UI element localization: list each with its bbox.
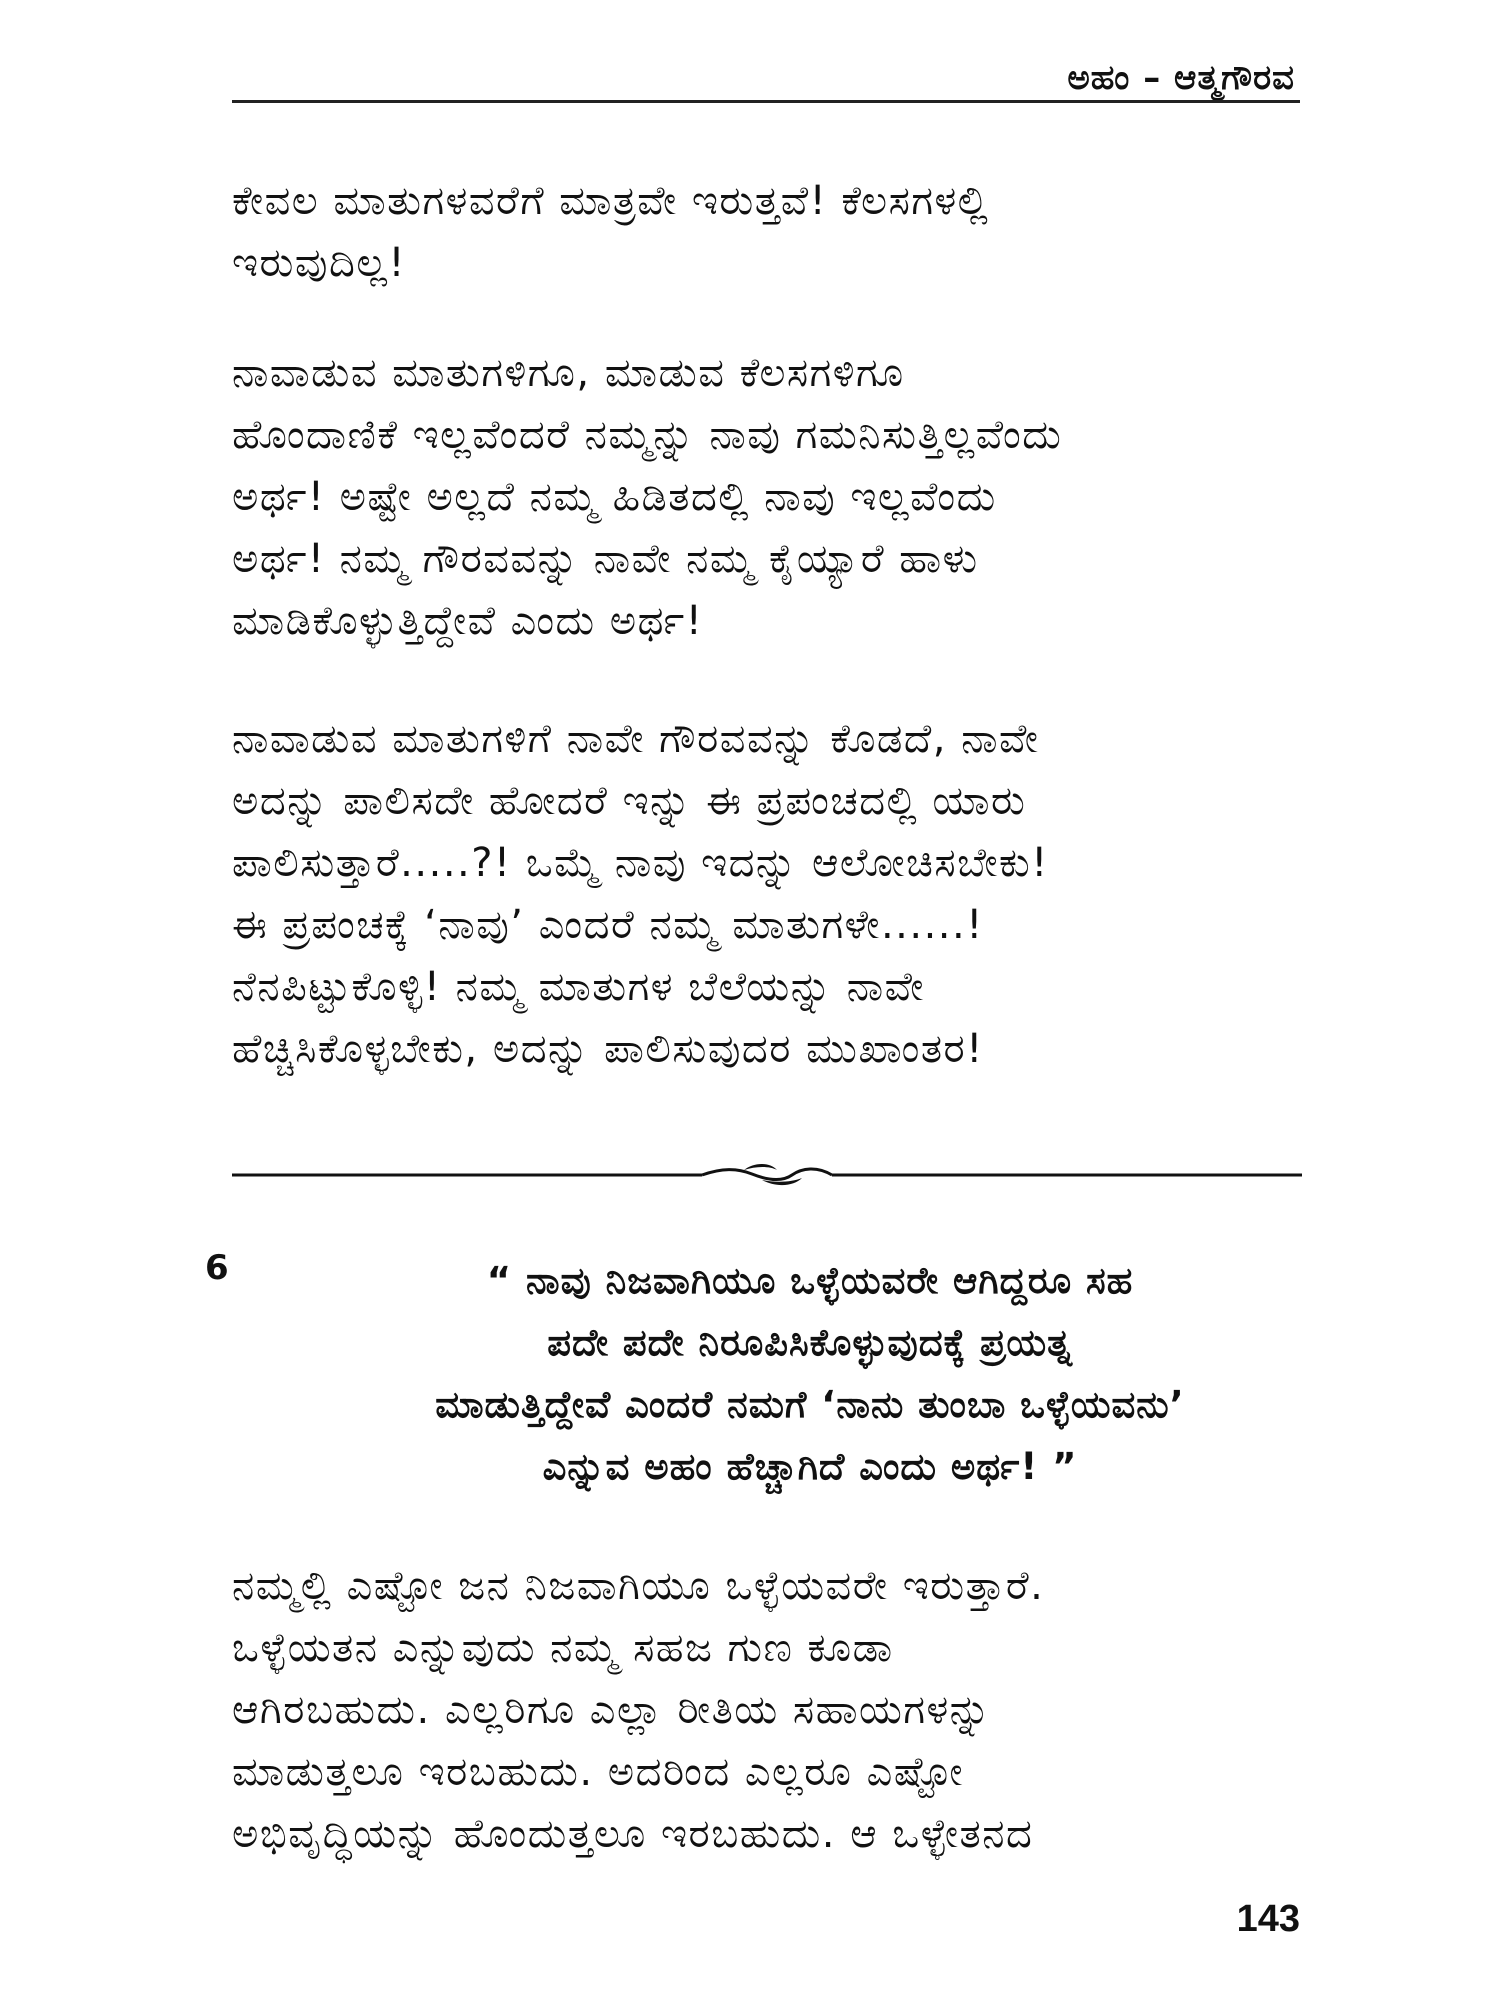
text-line: ಹೆಚ್ಚಿಸಿಕೊಳ್ಳಬೇಕು, ಅದನ್ನು ಪಾಲಿಸುವುದರ ಮುಖಾಂತರ!: [232, 1026, 984, 1072]
text-line: ನಾವಾಡುವ ಮಾತುಗಳಿಗೆ ನಾವೇ ಗೌರವವನ್ನು ಕೊಡದೆ, ನಾವೇ: [232, 716, 1040, 762]
page-number: 143: [1236, 1898, 1300, 1940]
text-line: ಪಾಲಿಸುತ್ತಾರೆ.....?! ಒಮ್ಮೆ ನಾವು ಇದನ್ನು ಆಲೋಚಿಸಬೇಕು!: [232, 840, 1049, 886]
text-line: ಅರ್ಥ! ಅಷ್ಟೇ ಅಲ್ಲದೆ ನಮ್ಮ ಹಿಡಿತದಲ್ಲಿ ನಾವು ಇಲ್ಲವೆಂದು: [232, 474, 997, 520]
pull-quote: [280, 1250, 1340, 1498]
paragraph-1: [232, 170, 1312, 294]
text-line: ಮಾಡಿಕೊಳ್ಳುತ್ತಿದ್ದೇವೆ ಎಂದು ಅರ್ಥ!: [232, 598, 704, 644]
text-line: ಇರುವುದಿಲ್ಲ!: [232, 240, 407, 286]
text-line: ಅಭಿವೃದ್ಧಿಯನ್ನು ಹೊಂದುತ್ತಲೂ ಇರಬಹುದು. ಆ ಒಳ್ಳೇತನದ: [232, 1811, 1034, 1857]
quote-line: ಎನ್ನುವ ಅಹಂ ಹೆಚ್ಚಾಗಿದೆ ಎಂದು ಅರ್ಥ! ”: [542, 1445, 1078, 1488]
text-line: ಈ ಪ್ರಪಂಚಕ್ಕೆ ‘ನಾವು’ ಎಂದರೆ ನಮ್ಮ ಮಾತುಗಳೇ......!: [232, 902, 984, 948]
text-line: ಒಳ್ಳೆಯತನ ಎನ್ನುವುದು ನಮ್ಮ ಸಹಜ ಗುಣ ಕೂಡಾ: [232, 1625, 894, 1671]
text-line: ಅದನ್ನು ಪಾಲಿಸದೇ ಹೋದರೆ ಇನ್ನು ಈ ಪ್ರಪಂಚದಲ್ಲಿ ಯಾರು: [232, 778, 1027, 824]
quote-number: 6: [205, 1248, 229, 1288]
text-line: ಅರ್ಥ! ನಮ್ಮ ಗೌರವವನ್ನು ನಾವೇ ನಮ್ಮ ಕೈಯ್ಯಾರೆ ಹಾಳು: [232, 536, 979, 582]
text-line: ಮಾಡುತ್ತಲೂ ಇರಬಹುದು. ಅದರಿಂದ ಎಲ್ಲರೂ ಎಷ್ಟೋ: [232, 1749, 965, 1795]
paragraph-2: [232, 342, 1312, 652]
running-header: ಅಹಂ – ಆತ್ಮಗೌರವ: [1067, 58, 1295, 98]
quote-line: ಮಾಡುತ್ತಿದ್ದೇವೆ ಎಂದರೆ ನಮಗೆ ‘ನಾನು ತುಂಬಾ ಒಳ್ಳೆಯವನು’: [435, 1383, 1185, 1426]
text-line: ಹೊಂದಾಣಿಕೆ ಇಲ್ಲವೆಂದರೆ ನಮ್ಮನ್ನು ನಾವು ಗಮನಿಸುತ್ತಿಲ್ಲವೆಂದು: [232, 412, 1063, 458]
text-line: ನಾವಾಡುವ ಮಾತುಗಳಿಗೂ, ಮಾಡುವ ಕೆಲಸಗಳಿಗೂ: [232, 350, 905, 396]
quote-line: “ ನಾವು ನಿಜವಾಗಿಯೂ ಒಳ್ಳೆಯವರೇ ಆಗಿದ್ದರೂ ಸಹ: [486, 1259, 1134, 1302]
text-line: ನೆನಪಿಟ್ಟುಕೊಳ್ಳಿ! ನಮ್ಮ ಮಾತುಗಳ ಬೆಲೆಯನ್ನು ನಾವೇ: [232, 964, 925, 1010]
section-divider-ornament: [232, 1160, 1302, 1190]
header-rule: [232, 100, 1300, 103]
text-line: ಕೇವಲ ಮಾತುಗಳವರೆಗೆ ಮಾತ್ರವೇ ಇರುತ್ತವೆ! ಕೆಲಸಗಳಲ್ಲಿ: [232, 178, 990, 224]
text-line: ಆಗಿರಬಹುದು. ಎಲ್ಲರಿಗೂ ಎಲ್ಲಾ ರೀತಿಯ ಸಹಾಯಗಳನ್ನು: [232, 1687, 992, 1733]
quote-line: ಪದೇ ಪದೇ ನಿರೂಪಿಸಿಕೊಳ್ಳುವುದಕ್ಕೆ ಪ್ರಯತ್ನ: [547, 1321, 1073, 1364]
paragraph-4: [232, 1555, 1312, 1865]
paragraph-3: [232, 708, 1312, 1080]
text-line: ನಮ್ಮಲ್ಲಿ ಎಷ್ಟೋ ಜನ ನಿಜವಾಗಿಯೂ ಒಳ್ಳೆಯವರೇ ಇರುತ್ತಾರೆ.: [232, 1563, 1045, 1609]
